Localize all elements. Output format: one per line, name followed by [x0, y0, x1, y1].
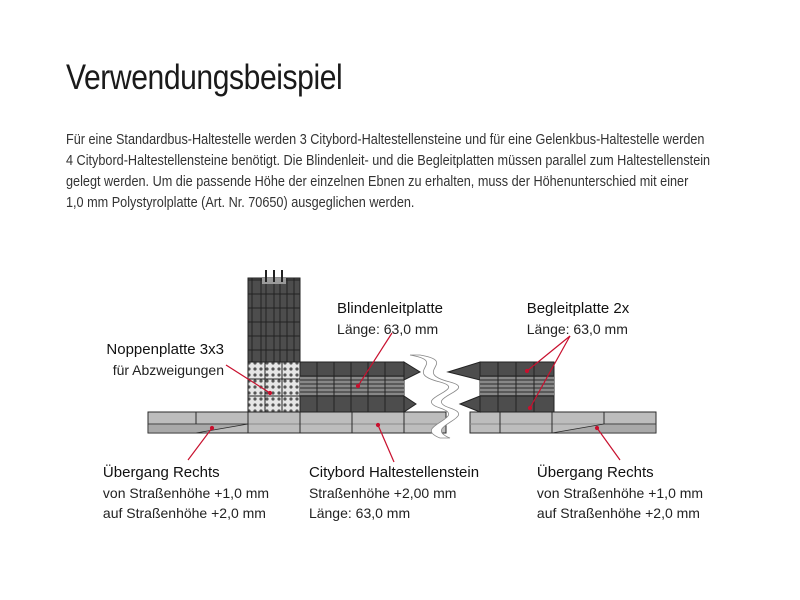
pointer-begleit-2-dot	[529, 407, 532, 410]
intro-line: Für eine Standardbus-Haltestelle werden 3 Citybord-Haltestellensteine und für eine Gelenkbus-Haltestelle werden	[66, 132, 705, 148]
label-uebergang-rechts-line2: auf Straßenhöhe +2,0 mm	[536, 505, 700, 521]
intro-line: 4 Citybord-Haltestellensteine benötigt. Die Blindenleit- und die Begleitplatten müssen parallel zum Haltestellenstein	[66, 153, 711, 169]
label-blindenleitplatte-title: Blindenleitplatte	[337, 300, 443, 317]
label-blindenleitplatte-sub: Länge: 63,0 mm	[337, 321, 439, 337]
label-begleitplatte	[527, 299, 630, 339]
pointer-citybord-dot	[377, 424, 380, 427]
label-citybord-line2: Länge: 63,0 mm	[308, 505, 411, 521]
pointer-uebergang-rechts-dot	[596, 427, 599, 430]
intro-line: 1,0 mm Polystyrolplatte (Art. Nr. 70650) ausgeglichen werden.	[66, 195, 415, 211]
label-blindenleitplatte	[337, 299, 443, 339]
intro-line: gelegt werden. Um die passende Höhe der einzelnen Ebnen zu erhalten, muss der Höhenunterschied mit einer	[66, 174, 689, 190]
pointer-noppen-dot	[269, 392, 272, 395]
label-uebergang-rechts-title: Übergang Rechts	[536, 464, 654, 481]
guide-strip-left	[300, 362, 420, 412]
noppen-plate	[248, 362, 300, 412]
page-title: Verwendungsbeispiel	[66, 58, 343, 97]
guide-strip-vertical	[248, 270, 300, 362]
pointer-blinden-dot	[357, 385, 360, 388]
label-uebergang-links-line2: auf Straßenhöhe +2,0 mm	[102, 505, 266, 521]
label-uebergang-links	[103, 463, 269, 523]
label-uebergang-rechts	[537, 463, 703, 523]
guide-strip-right	[448, 362, 554, 412]
curb-base	[148, 412, 656, 433]
label-uebergang-links-line1: von Straßenhöhe +1,0 mm	[102, 485, 270, 501]
label-begleitplatte-title: Begleitplatte 2x	[526, 300, 630, 317]
label-noppenplatte-title: Noppenplatte 3x3	[106, 341, 224, 358]
label-noppenplatte	[106, 340, 224, 380]
pointer-uebergang-links-dot	[211, 427, 214, 430]
label-begleitplatte-sub: Länge: 63,0 mm	[526, 321, 628, 337]
label-uebergang-links-title: Übergang Rechts	[102, 464, 220, 481]
label-citybord-title: Citybord Haltestellenstein	[308, 464, 480, 481]
label-citybord	[309, 463, 479, 523]
label-citybord-line1: Straßenhöhe +2,00 mm	[308, 485, 457, 501]
pointer-begleit-1-dot	[526, 370, 529, 373]
label-uebergang-rechts-line1: von Straßenhöhe +1,0 mm	[536, 485, 704, 501]
label-noppenplatte-sub: für Abzweigungen	[112, 362, 224, 378]
